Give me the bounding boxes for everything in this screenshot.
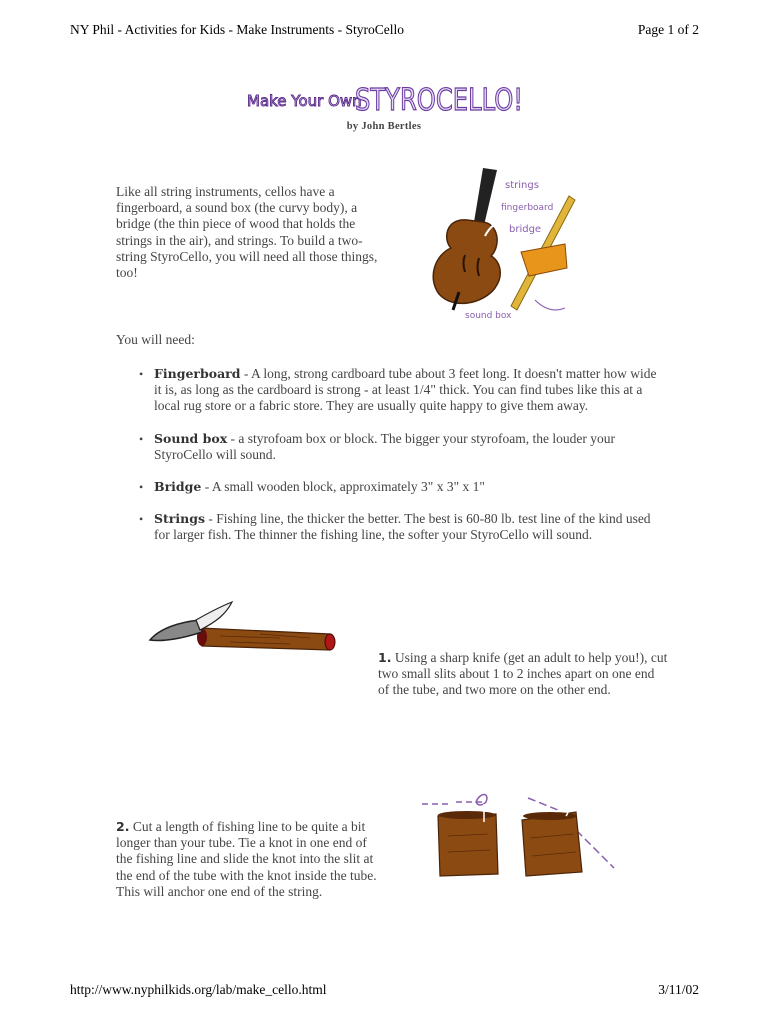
material-term: Bridge xyxy=(154,479,202,495)
step-1 xyxy=(378,650,668,699)
step-text: Using a sharp knife (get an adult to help you!), cut two small slits about 1 to 2 inches apart on one end of the tube, and two more on the other end. xyxy=(378,650,668,698)
tubes-string-illustration xyxy=(418,782,618,882)
print-footer-date: 3/11/02 xyxy=(658,982,699,997)
material-description: - a styrofoam box or block. The bigger your styrofoam, the louder your StyroCello will sound. xyxy=(154,430,615,462)
materials-list xyxy=(130,366,660,544)
title-banner xyxy=(243,78,525,118)
step-text: Cut a length of fishing line to be quite a bit longer than your tube. Tie a knot in one end of the fishing line and slide the knot into the slit at the end of the tube with the knot inside the tube. This will anchor one end of the string. xyxy=(116,819,377,899)
byline: by John Bertles xyxy=(346,121,422,132)
material-term: Strings xyxy=(154,511,206,527)
label-bridge: bridge xyxy=(509,224,542,235)
material-term: Fingerboard xyxy=(154,366,241,381)
cello-illustration xyxy=(425,160,585,325)
label-strings: strings xyxy=(505,180,539,191)
label-fingerboard: fingerboard xyxy=(501,203,554,213)
label-sound-box: sound box xyxy=(465,311,512,321)
material-item xyxy=(130,511,660,543)
bullet-icon: • xyxy=(139,367,144,381)
material-description: - A small wooden block, approximately 3" x 3" x 1" xyxy=(201,479,485,495)
bullet-icon: • xyxy=(139,431,144,446)
material-item xyxy=(130,366,660,415)
material-term: Sound box xyxy=(154,430,228,446)
print-footer-url: http://www.nyphilkids.org/lab/make_cello.html xyxy=(70,982,327,997)
material-description: - Fishing line, the thicker the better. The best is 60-80 lb. test line of the kind used for larger fish. The thinner the fishing line, the softer your StyroCello will sound. xyxy=(154,511,651,543)
title-main: STYROCELLO! xyxy=(355,83,523,118)
bullet-icon: • xyxy=(139,480,144,495)
step-2 xyxy=(116,819,378,900)
material-item xyxy=(130,479,660,495)
step-number: 2. xyxy=(116,819,130,834)
step-number: 1. xyxy=(378,650,392,665)
material-item xyxy=(130,431,660,463)
material-description: - A long, strong cardboard tube about 3 feet long. It doesn't matter how wide it is, as long as the cardboard is strong - at least 1/4" thick. You can find tubes like this at a local rug store or a fabric store. They are usually quite happy to give them away. xyxy=(154,366,657,414)
print-header-page-number: Page 1 of 2 xyxy=(637,22,699,37)
bullet-icon: • xyxy=(139,512,144,527)
print-header-title: NY Phil - Activities for Kids - Make Instruments - StyroCello xyxy=(70,22,404,37)
materials-heading: You will need: xyxy=(116,332,195,347)
intro-paragraph: Like all string instruments, cellos have a fingerboard, a sound box (the curvy body), a bridge (the thin piece of wood that holds the strings in the air), and strings. To build a two-string StyroCello, you will need all those things, too! xyxy=(116,184,378,281)
title-prefix: Make Your Own xyxy=(247,92,362,110)
knife-tube-illustration xyxy=(140,598,340,658)
